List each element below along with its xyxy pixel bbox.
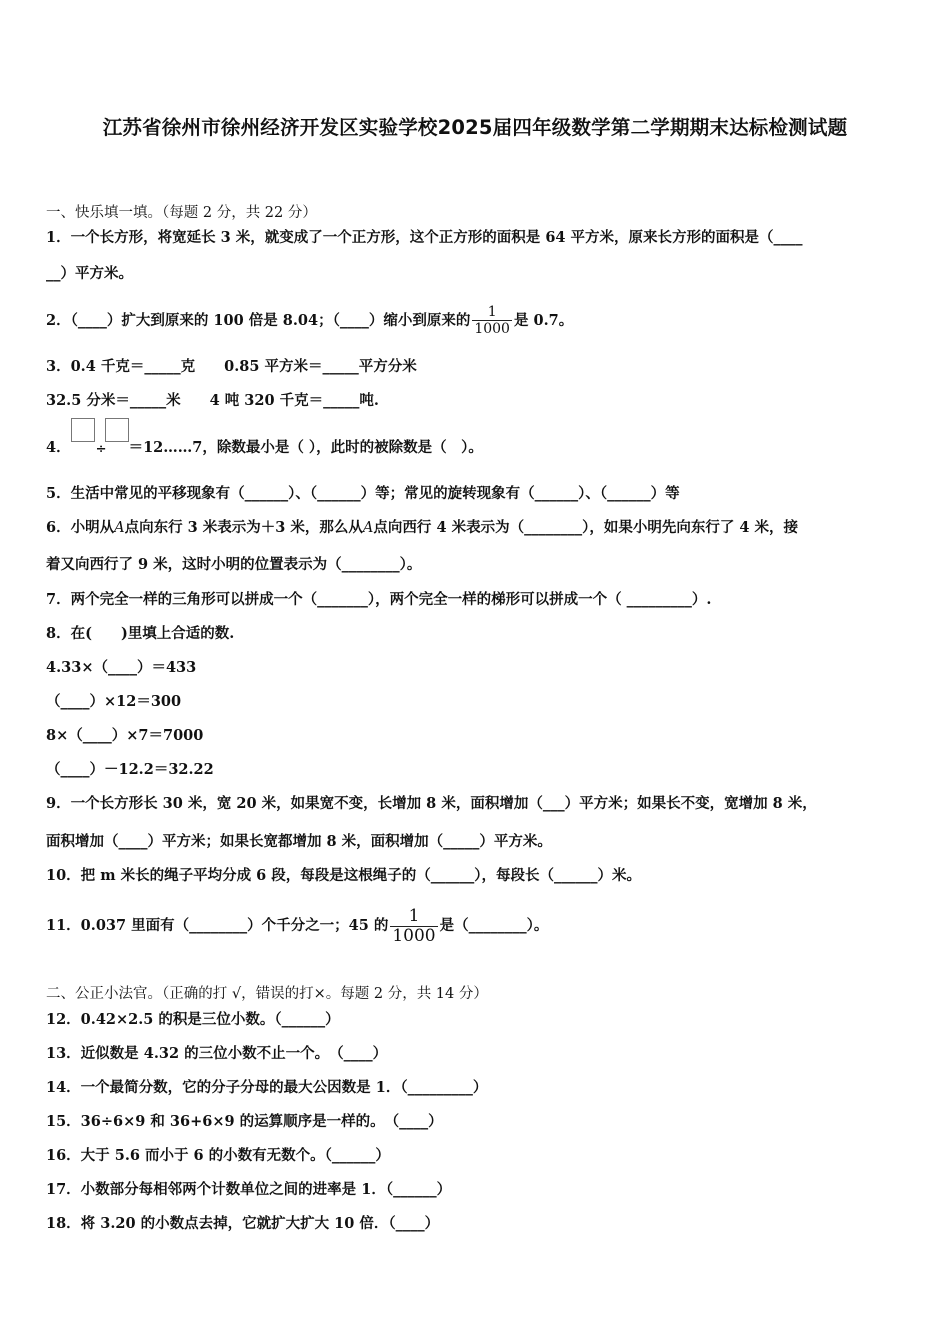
point-a-label: A [362,520,374,536]
question-6-part2: 点向东行 3 米表示为＋3 米，那么从 [124,519,363,536]
question-11-text-after: 是（________）。 [439,917,549,934]
question-10: 10．把 m 米长的绳子平均分成 6 段，每段是这根绳子的（______），每段长（______）米。 [46,867,642,884]
division-boxes [71,438,129,458]
question-8d: （____）－12.2＝32.22 [46,761,214,778]
section2-heading: 二、公正小法官。（正确的打 √，错误的打×。每题 2 分，共 14 分） [46,986,488,1002]
question-4 [46,438,483,458]
question-1-line2: __）平方米。 [46,265,133,282]
question-8: 8．在( )里填上合适的数. [46,625,235,642]
question-11-fraction [390,907,437,946]
page-title: 江苏省徐州市徐州经济开发区实验学校2025届四年级数学第二学期期末达标检测试题 [102,116,848,139]
question-1-line1: 1．一个长方形，将宽延长 3 米，就变成了一个正方形，这个正方形的面积是 64 平方米，原来长方形的面积是（____ [46,229,803,246]
question-16: 16．大于 5.6 而小于 6 的小数有无数个。（______） [46,1147,390,1164]
question-2-text-before: 2．（____）扩大到原来的 100 倍是 8.04；（____）缩小到原来的 [46,312,471,329]
question-6-part3: 点向西行 4 米表示为（________），如果小明先向东行了 4 米，接 [373,519,799,536]
section1-heading: 一、快乐填一填。（每题 2 分，共 22 分） [46,205,317,221]
question-8a: 4.33×（____）＝433 [46,659,197,676]
question-11-text-before: 11．0.037 里面有（________）个千分之一；45 的 [46,917,389,934]
question-2-fraction [472,304,512,338]
point-a-label: A [114,520,125,536]
question-15: 15．36÷6×9 和 36+6×9 的运算顺序是一样的。 （____） [46,1113,443,1130]
question-12: 12．0.42×2.5 的积是三位小数。（______） [46,1011,340,1028]
question-3-line2: 32.5 分米＝_____米 4 吨 320 千克＝_____吨. [46,392,379,409]
fraction-numerator: 1 [408,905,420,926]
question-7: 7．两个完全一样的三角形可以拼成一个（_______），两个完全一样的梯形可以拼成一个（ _________）. [46,591,712,608]
question-9-line2: 面积增加（____）平方米；如果长宽都增加 8 米，面积增加（_____）平方米。 [46,833,552,850]
question-8b: （____）×12＝300 [46,693,182,710]
question-14: 14．一个最简分数，它的分子分母的最大公因数是 1．（_________） [46,1079,488,1096]
division-sign: ÷ [95,442,107,457]
question-9-line1: 9．一个长方形长 30 米，宽 20 米，如果宽不变，长增加 8 米，面积增加（___）平方米；如果长不变，宽增加 8 米， [46,795,817,812]
divisor-box[interactable] [105,418,129,442]
question-4-rest: ＝12……7，除数最小是（ ），此时的被除数是（ ）。 [128,439,483,456]
question-2-text-after: 是 0.7。 [513,312,574,329]
dividend-box[interactable] [71,418,95,442]
question-6-line1 [46,518,798,538]
question-5: 5．生活中常见的平移现象有（______）、（______）等；常见的旋转现象有（______）、（______）等 [46,485,680,502]
fraction-numerator: 1 [487,304,497,320]
question-2 [46,304,573,338]
fraction-denominator: 1000 [392,925,436,946]
question-11 [46,906,548,946]
question-18: 18．将 3.20 的小数点去掉，它就扩大扩大 10 倍．（____） [46,1215,440,1232]
question-8c: 8×（____）×7＝7000 [46,727,204,744]
question-6-line2: 着又向西行了 9 米，这时小明的位置表示为（________）。 [46,556,422,573]
question-17: 17．小数部分每相邻两个计数单位之间的进率是 1．（______） [46,1181,452,1198]
question-3-line1: 3．0.4 千克＝_____克 0.85 平方米＝_____平方分米 [46,358,417,375]
fraction-denominator: 1000 [474,321,510,337]
question-13: 13．近似数是 4.32 的三位小数不止一个。 （____） [46,1045,388,1062]
question-6-part1: 6．小明从 [46,519,115,536]
question-4-prefix: 4． [46,439,71,456]
